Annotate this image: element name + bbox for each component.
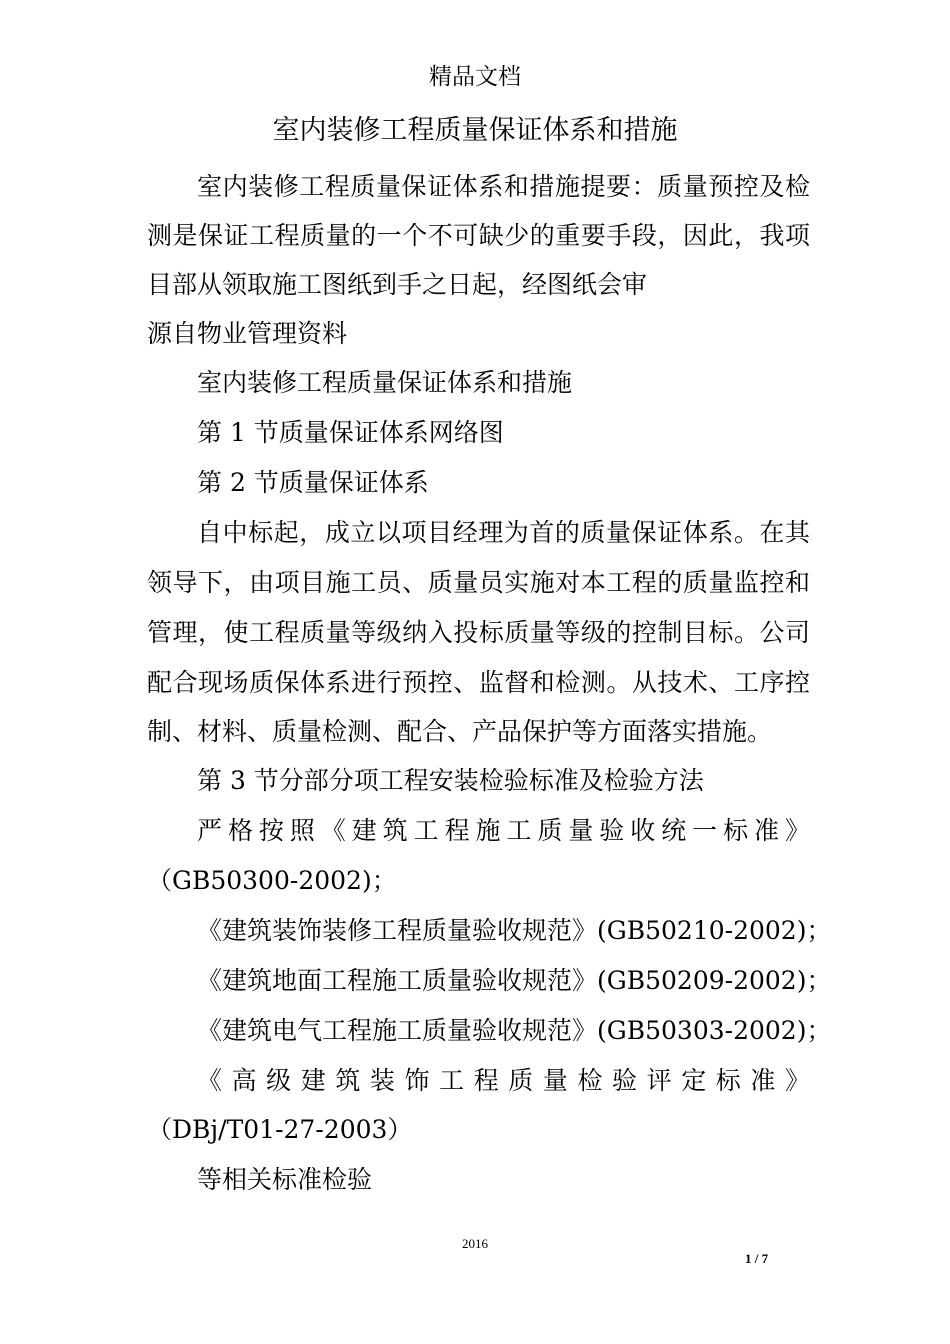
paragraph-line: 自中标起，成立以项目经理为首的质量保证体系。在其 [197, 518, 810, 547]
subtitle: 室内装修工程质量保证体系和措施 [197, 368, 573, 397]
standard-line: 《建筑地面工程施工质量验收规范》(GB50209-2002)； [197, 966, 832, 995]
paragraph-line: 配合现场质保体系进行预控、监督和检测。从技术、工序控 [147, 668, 810, 697]
standard-line: 《建筑电气工程施工质量验收规范》(GB50303-2002)； [197, 1016, 832, 1045]
document-title: 室内装修工程质量保证体系和措施 [272, 115, 678, 146]
paragraph-line: 管理，使工程质量等级纳入投标质量等级的控制目标。公司 [147, 618, 810, 647]
closing-line: 等相关标准检验 [197, 1165, 373, 1194]
paragraph-line: 目部从领取施工图纸到手之日起，经图纸会审 [147, 270, 648, 299]
source-note: 源自物业管理资料 [147, 319, 348, 348]
paragraph-line: 测是保证工程质量的一个不可缺少的重要手段，因此，我项 [147, 221, 810, 250]
page-number: 1 / 7 [745, 1251, 769, 1266]
standard-line: （GB50300-2002)； [147, 866, 397, 895]
standard-line: 严格按照《建筑工程施工质量验收统一标准》 [197, 816, 810, 845]
standard-line: 《建筑装饰装修工程质量验收规范》(GB50210-2002)； [197, 916, 832, 945]
standard-line: 《高级建筑装饰工程质量检验评定标准》 [197, 1066, 810, 1095]
section-heading: 第 2 节质量保证体系 [197, 468, 429, 497]
paragraph-line: 制、材料、质量检测、配合、产品保护等方面落实措施。 [147, 717, 773, 746]
footer-year: 2016 [462, 1236, 488, 1251]
paragraph-line: 室内装修工程质量保证体系和措施提要：质量预控及检 [197, 172, 810, 201]
standard-line: （DBj/T01-27-2003） [147, 1115, 413, 1144]
section-heading: 第 3 节分部分项工程安装检验标准及检验方法 [197, 766, 704, 795]
page-header: 精品文档 [429, 64, 521, 90]
section-heading: 第 1 节质量保证体系网络图 [197, 418, 504, 447]
paragraph-line: 领导下，由项目施工员、质量员实施对本工程的质量监控和 [147, 568, 810, 597]
